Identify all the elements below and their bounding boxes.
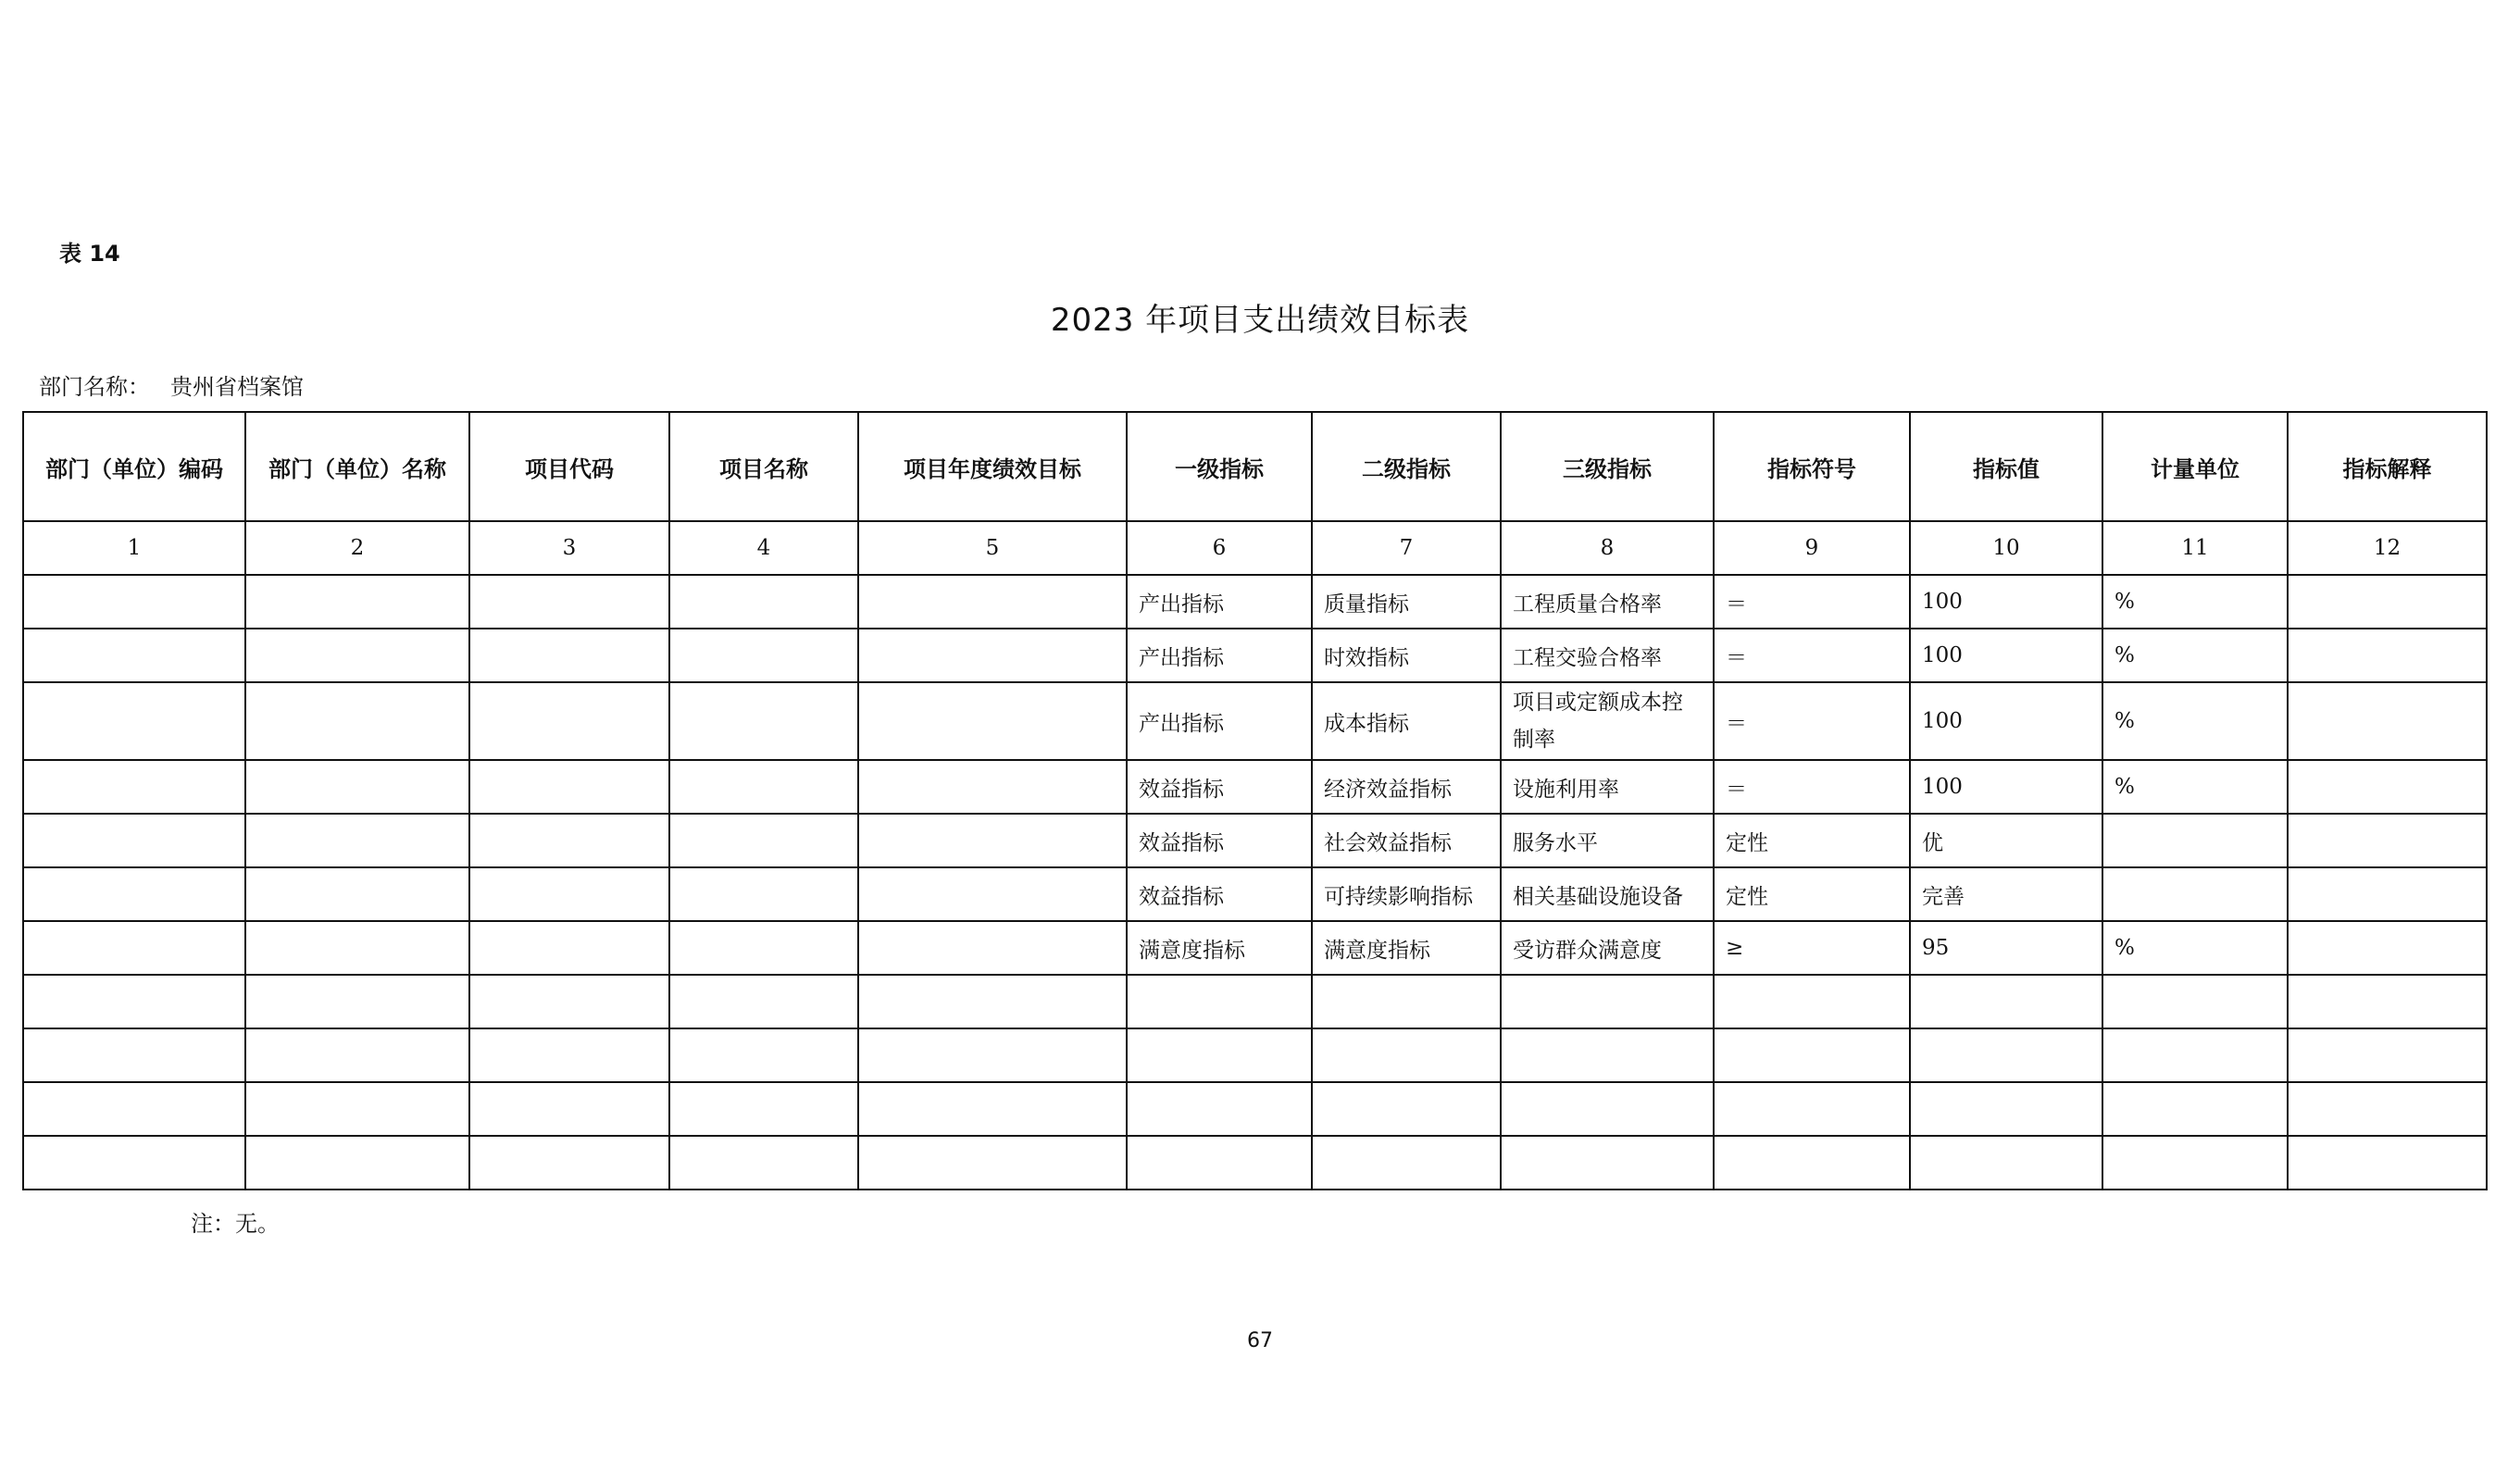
empty-cell xyxy=(858,1028,1127,1082)
cell-project-code xyxy=(469,682,669,760)
header-value: 指标值 xyxy=(1910,412,2102,521)
empty-cell xyxy=(23,1082,245,1136)
empty-cell xyxy=(2288,1082,2487,1136)
department-line xyxy=(39,368,304,401)
cell-level3: 工程质量合格率 xyxy=(1501,575,1714,629)
cell-symbol: 定性 xyxy=(1714,867,1910,921)
cell-unit: % xyxy=(2102,682,2288,760)
empty-table-row xyxy=(23,975,2487,1028)
header-level3: 三级指标 xyxy=(1501,412,1714,521)
table-label: 表 14 xyxy=(59,241,120,267)
empty-cell xyxy=(1127,975,1312,1028)
cell-unit: % xyxy=(2102,575,2288,629)
cell-project-code xyxy=(469,629,669,682)
cell-project-name xyxy=(669,629,858,682)
cell-project-code xyxy=(469,867,669,921)
page-number: 67 xyxy=(1247,1329,1273,1352)
cell-dept-name xyxy=(245,629,469,682)
empty-cell xyxy=(469,1136,669,1190)
empty-cell xyxy=(245,1136,469,1190)
empty-table-row xyxy=(23,1136,2487,1190)
cell-value: 完善 xyxy=(1910,867,2102,921)
header-dept-code: 部门（单位）编码 xyxy=(23,412,245,521)
header-project-name: 项目名称 xyxy=(669,412,858,521)
cell-explanation xyxy=(2288,814,2487,867)
empty-cell xyxy=(669,975,858,1028)
cell-dept-code xyxy=(23,575,245,629)
empty-cell xyxy=(858,1136,1127,1190)
empty-cell xyxy=(1127,1082,1312,1136)
table-row xyxy=(23,575,2487,629)
empty-cell xyxy=(1312,1082,1501,1136)
cell-project-code xyxy=(469,760,669,814)
column-number: 3 xyxy=(469,521,669,575)
empty-cell xyxy=(469,1082,669,1136)
cell-level3: 工程交验合格率 xyxy=(1501,629,1714,682)
empty-cell xyxy=(469,1028,669,1082)
empty-cell xyxy=(1714,1136,1910,1190)
cell-level2: 质量指标 xyxy=(1312,575,1501,629)
cell-project-code xyxy=(469,814,669,867)
empty-cell xyxy=(1501,1082,1714,1136)
cell-level1: 产出指标 xyxy=(1127,575,1312,629)
cell-level3: 设施利用率 xyxy=(1501,760,1714,814)
cell-unit: % xyxy=(2102,629,2288,682)
cell-level2: 经济效益指标 xyxy=(1312,760,1501,814)
cell-explanation xyxy=(2288,921,2487,975)
table-row xyxy=(23,629,2487,682)
cell-project-code xyxy=(469,575,669,629)
empty-cell xyxy=(669,1136,858,1190)
empty-cell xyxy=(2102,975,2288,1028)
cell-symbol: ＝ xyxy=(1714,575,1910,629)
cell-level3: 服务水平 xyxy=(1501,814,1714,867)
column-number: 6 xyxy=(1127,521,1312,575)
department-value: 贵州省档案馆 xyxy=(170,374,304,400)
column-number: 2 xyxy=(245,521,469,575)
empty-cell xyxy=(1312,1028,1501,1082)
department-label: 部门名称： xyxy=(39,374,150,400)
header-level1: 一级指标 xyxy=(1127,412,1312,521)
empty-cell xyxy=(1910,1082,2102,1136)
empty-cell xyxy=(23,975,245,1028)
empty-cell xyxy=(1127,1028,1312,1082)
empty-cell xyxy=(1910,1136,2102,1190)
cell-project-name xyxy=(669,575,858,629)
cell-annual-goal xyxy=(858,682,1127,760)
cell-level1: 产出指标 xyxy=(1127,629,1312,682)
empty-cell xyxy=(2288,975,2487,1028)
cell-annual-goal xyxy=(858,814,1127,867)
cell-dept-code xyxy=(23,760,245,814)
cell-level1: 效益指标 xyxy=(1127,760,1312,814)
empty-cell xyxy=(2288,1136,2487,1190)
cell-level3: 相关基础设施设备 xyxy=(1501,867,1714,921)
cell-value: 95 xyxy=(1910,921,2102,975)
empty-cell xyxy=(1714,975,1910,1028)
cell-explanation xyxy=(2288,629,2487,682)
cell-project-name xyxy=(669,867,858,921)
cell-dept-code xyxy=(23,921,245,975)
cell-dept-name xyxy=(245,682,469,760)
cell-annual-goal xyxy=(858,575,1127,629)
empty-cell xyxy=(245,1082,469,1136)
cell-annual-goal xyxy=(858,921,1127,975)
cell-explanation xyxy=(2288,760,2487,814)
column-number: 9 xyxy=(1714,521,1910,575)
cell-level1: 效益指标 xyxy=(1127,867,1312,921)
cell-level2: 时效指标 xyxy=(1312,629,1501,682)
cell-unit xyxy=(2102,867,2288,921)
empty-cell xyxy=(1714,1082,1910,1136)
column-number: 5 xyxy=(858,521,1127,575)
cell-level2: 可持续影响指标 xyxy=(1312,867,1501,921)
cell-project-name xyxy=(669,682,858,760)
table-row xyxy=(23,682,2487,760)
cell-dept-name xyxy=(245,867,469,921)
empty-cell xyxy=(669,1028,858,1082)
cell-level2: 满意度指标 xyxy=(1312,921,1501,975)
empty-table-row xyxy=(23,1028,2487,1082)
header-unit: 计量单位 xyxy=(2102,412,2288,521)
empty-cell xyxy=(2288,1028,2487,1082)
cell-level1: 满意度指标 xyxy=(1127,921,1312,975)
column-number: 12 xyxy=(2288,521,2487,575)
cell-unit: % xyxy=(2102,760,2288,814)
column-number: 4 xyxy=(669,521,858,575)
empty-cell xyxy=(23,1136,245,1190)
cell-dept-code xyxy=(23,814,245,867)
empty-cell xyxy=(23,1028,245,1082)
cell-symbol: ＝ xyxy=(1714,629,1910,682)
cell-level3: 项目或定额成本控制率 xyxy=(1501,682,1714,760)
cell-symbol: ＝ xyxy=(1714,760,1910,814)
empty-cell xyxy=(1501,975,1714,1028)
cell-dept-name xyxy=(245,760,469,814)
empty-table-row xyxy=(23,1082,2487,1136)
column-number: 11 xyxy=(2102,521,2288,575)
page-title: 2023 年项目支出绩效目标表 xyxy=(1050,302,1470,339)
header-symbol: 指标符号 xyxy=(1714,412,1910,521)
empty-cell xyxy=(1501,1136,1714,1190)
column-number: 7 xyxy=(1312,521,1501,575)
empty-cell xyxy=(1910,1028,2102,1082)
column-number: 8 xyxy=(1501,521,1714,575)
empty-cell xyxy=(1127,1136,1312,1190)
cell-level2: 社会效益指标 xyxy=(1312,814,1501,867)
cell-explanation xyxy=(2288,867,2487,921)
cell-unit: % xyxy=(2102,921,2288,975)
table-row xyxy=(23,760,2487,814)
header-level2: 二级指标 xyxy=(1312,412,1501,521)
cell-project-name xyxy=(669,760,858,814)
cell-level1: 效益指标 xyxy=(1127,814,1312,867)
empty-cell xyxy=(469,975,669,1028)
cell-project-name xyxy=(669,921,858,975)
cell-value: 100 xyxy=(1910,575,2102,629)
empty-cell xyxy=(858,1082,1127,1136)
cell-level1: 产出指标 xyxy=(1127,682,1312,760)
empty-cell xyxy=(2102,1136,2288,1190)
cell-dept-name xyxy=(245,921,469,975)
cell-value: 100 xyxy=(1910,629,2102,682)
table-row xyxy=(23,867,2487,921)
cell-dept-name xyxy=(245,575,469,629)
cell-value: 100 xyxy=(1910,760,2102,814)
empty-cell xyxy=(245,975,469,1028)
cell-dept-code xyxy=(23,629,245,682)
cell-explanation xyxy=(2288,575,2487,629)
header-dept-name: 部门（单位）名称 xyxy=(245,412,469,521)
header-explanation: 指标解释 xyxy=(2288,412,2487,521)
cell-project-name xyxy=(669,814,858,867)
cell-annual-goal xyxy=(858,867,1127,921)
column-number: 10 xyxy=(1910,521,2102,575)
empty-cell xyxy=(2102,1028,2288,1082)
header-project-code: 项目代码 xyxy=(469,412,669,521)
empty-cell xyxy=(1910,975,2102,1028)
empty-cell xyxy=(1312,975,1501,1028)
table-row xyxy=(23,814,2487,867)
empty-cell xyxy=(1312,1136,1501,1190)
cell-dept-code xyxy=(23,682,245,760)
column-number-row xyxy=(23,521,2487,575)
cell-dept-name xyxy=(245,814,469,867)
cell-dept-code xyxy=(23,867,245,921)
cell-project-code xyxy=(469,921,669,975)
header-annual-goal: 项目年度绩效目标 xyxy=(858,412,1127,521)
cell-value: 优 xyxy=(1910,814,2102,867)
cell-level3: 受访群众满意度 xyxy=(1501,921,1714,975)
table-note: 注：无。 xyxy=(191,1211,280,1237)
cell-annual-goal xyxy=(858,760,1127,814)
cell-symbol: ＝ xyxy=(1714,682,1910,760)
cell-unit xyxy=(2102,814,2288,867)
cell-explanation xyxy=(2288,682,2487,760)
empty-cell xyxy=(669,1082,858,1136)
empty-cell xyxy=(1501,1028,1714,1082)
header-row xyxy=(23,412,2487,521)
cell-symbol: 定性 xyxy=(1714,814,1910,867)
empty-cell xyxy=(2102,1082,2288,1136)
empty-cell xyxy=(858,975,1127,1028)
cell-level2: 成本指标 xyxy=(1312,682,1501,760)
column-number: 1 xyxy=(23,521,245,575)
empty-cell xyxy=(245,1028,469,1082)
cell-annual-goal xyxy=(858,629,1127,682)
empty-cell xyxy=(1714,1028,1910,1082)
cell-value: 100 xyxy=(1910,682,2102,760)
table-row xyxy=(23,921,2487,975)
performance-target-table xyxy=(22,411,2488,1190)
cell-symbol: ≥ xyxy=(1714,921,1910,975)
